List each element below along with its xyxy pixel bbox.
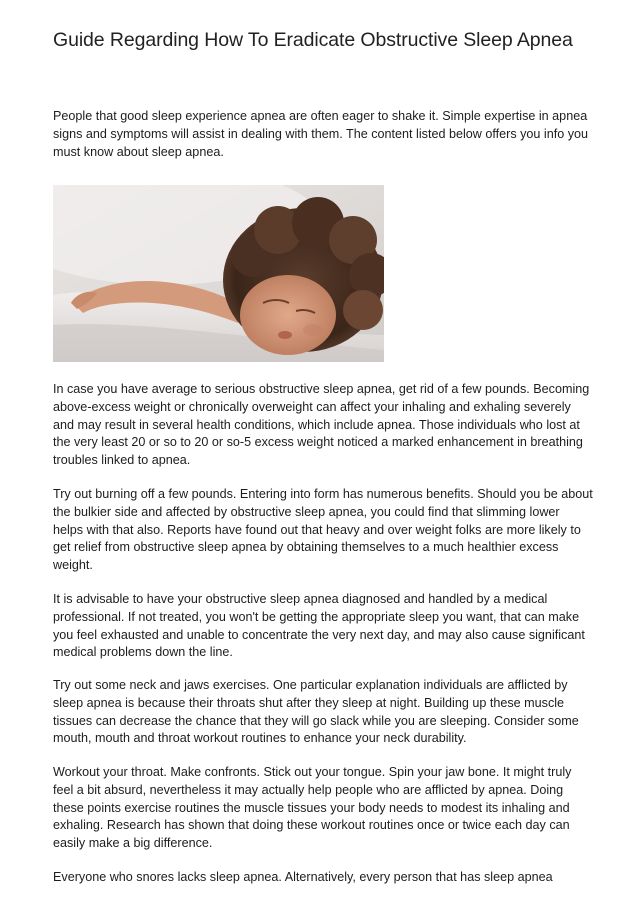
paragraph-lose-weight: In case you have average to serious obstructive sleep apnea, get rid of a few pounds. Becoming above-excess weight or chronically overweight can affect your inhaling and exhaling severely and may result in several health conditions, which include apnea. Those individuals who lost at the very least 20 or so to 20 or so-5 excess weight noticed a marked enhancement in breathing troubles linked to apnea.: [53, 382, 590, 468]
page-title: Guide Regarding How To Eradicate Obstructive Sleep Apnea: [53, 29, 573, 51]
sleeping-child-photo: [53, 185, 384, 362]
paragraph-diagnosis: It is advisable to have your obstructive sleep apnea diagnosed and handled by a medical professional. If not treated, you won't be getting the appropriate sleep you want, that can make you feel exhausted and unable to concentrate the very next day, and may also cause significant medical problems down the line.: [53, 592, 585, 660]
paragraph-throat-workout: Workout your throat. Make confronts. Stick out your tongue. Spin your jaw bone. It might truly feel a bit absurd, nevertheless it may actually help people who are afflicted by apnea. Doing these points exercise routines the muscle tissues your body needs to modest its inhaling and exhaling. Research has shown that doing these workout routines once or twice each day can easily make a big difference.: [53, 765, 572, 851]
paragraph-neck-exercises: Try out some neck and jaws exercises. One particular explanation individuals are afflicted by sleep apnea is because their throats shut after they sleep at night. Building up these muscle tissues can decrease the chance that they will go slack while you are sleeping. Consider some mouth, mouth and throat workout routines to enhance your neck durability.: [53, 678, 579, 746]
paragraph-snoring: Everyone who snores lacks sleep apnea. Alternatively, every person that has sleep apnea: [53, 870, 553, 884]
paragraph-intro: People that good sleep experience apnea are often eager to shake it. Simple expertise in apnea signs and symptoms will assist in dealing with them. The content listed below offers you info you must know about sleep apnea.: [53, 109, 589, 159]
paragraph-burning-pounds: Try out burning off a few pounds. Entering into form has numerous benefits. Should you be about the bulkier side and affected by obstructive sleep apnea, you could find that slimming lower helps with that also. Reports have found out that heavy and over weight folks are more likely to get relief from obstructive sleep apnea by obtaining themselves to a much healthier excess weight.: [53, 487, 593, 573]
